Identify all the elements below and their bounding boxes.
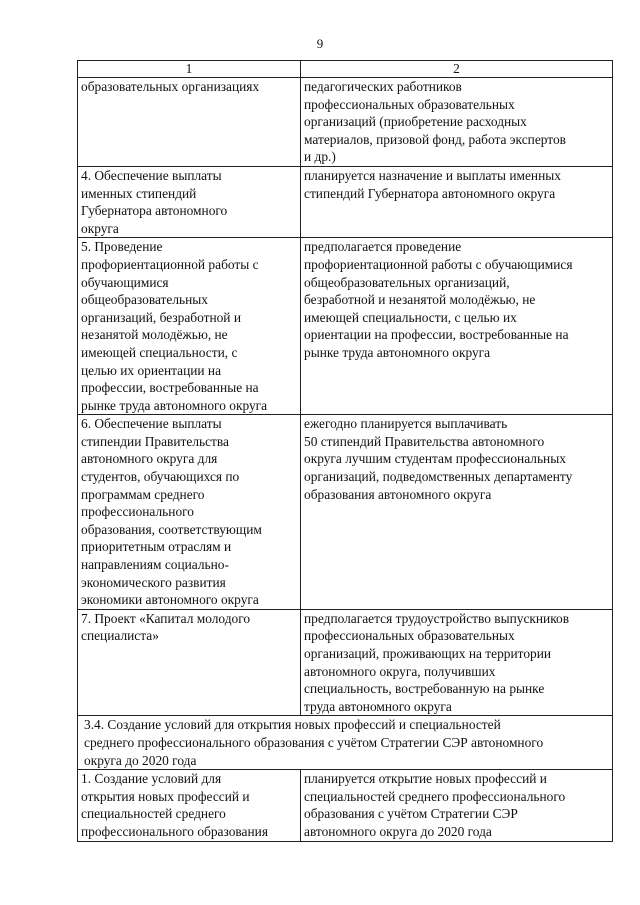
row-activity-cell: образовательных организациях (78, 78, 301, 167)
table-row (78, 166, 613, 237)
table-header-row (78, 61, 613, 78)
table-row (78, 238, 613, 415)
table-row (78, 609, 613, 716)
table-row (78, 78, 613, 167)
section-heading-row (78, 716, 613, 770)
section-heading: 3.4. Создание условий для открытия новых профессий и специальностей среднего профессионального образования с учётом Стратегии СЭР автономного округа до 2020 года (78, 716, 613, 770)
header-column-2: 2 (301, 61, 613, 78)
row-description-cell: ежегодно планируется выплачивать 50 стипендий Правительства автономного округа лучшим студентам профессиональных организаций, подведомственных департаменту образования автономного округа (301, 415, 613, 610)
page-number: 9 (316, 36, 324, 51)
row-description-cell: педагогических работников профессиональных образовательных организаций (приобретение расходных материалов, призовой фонд, работа экспертов и др.) (301, 78, 613, 167)
plan-table (77, 60, 613, 842)
row-activity-cell: 7. Проект «Капитал молодого специалиста» (78, 609, 301, 716)
row-description-cell: предполагается проведение профориентационной работы с обучающимися общеобразовательных организаций, безработной и незанятой молодёжью, не имеющей специальности, с целью их ориентации на профессии, востребованные на рынке труда автономного округа (301, 238, 613, 415)
row-activity-cell: 1. Создание условий для открытия новых профессий и специальностей среднего профессионального образования (78, 770, 301, 841)
header-column-1: 1 (78, 61, 301, 78)
table-row (78, 415, 613, 610)
row-description-cell: планируется назначение и выплаты именных стипендий Губернатора автономного округа (301, 166, 613, 237)
row-description-cell: предполагается трудоустройство выпускников профессиональных образовательных организаций, проживающих на территории автономного округа, получивших специальность, востребованную на рынке труда автономного округа (301, 609, 613, 716)
row-activity-cell: 6. Обеспечение выплаты стипендии Правительства автономного округа для студентов, обучающихся по программам среднего профессионального образования, соответствующим приоритетным отраслям и направлениям социально- экономического развития экономики автономного округа (78, 415, 301, 610)
row-activity-cell: 5. Проведение профориентационной работы с обучающимися общеобразовательных организаций, безработной и незанятой молодёжью, не имеющей специальности, с целью их ориентации на профессии, востребованные на рынке труда автономного округа (78, 238, 301, 415)
row-description-cell: планируется открытие новых профессий и специальностей среднего профессионального образования с учётом Стратегии СЭР автономного округа до 2020 года (301, 770, 613, 841)
row-activity-cell: 4. Обеспечение выплаты именных стипендий Губернатора автономного округа (78, 166, 301, 237)
table-row (78, 770, 613, 841)
